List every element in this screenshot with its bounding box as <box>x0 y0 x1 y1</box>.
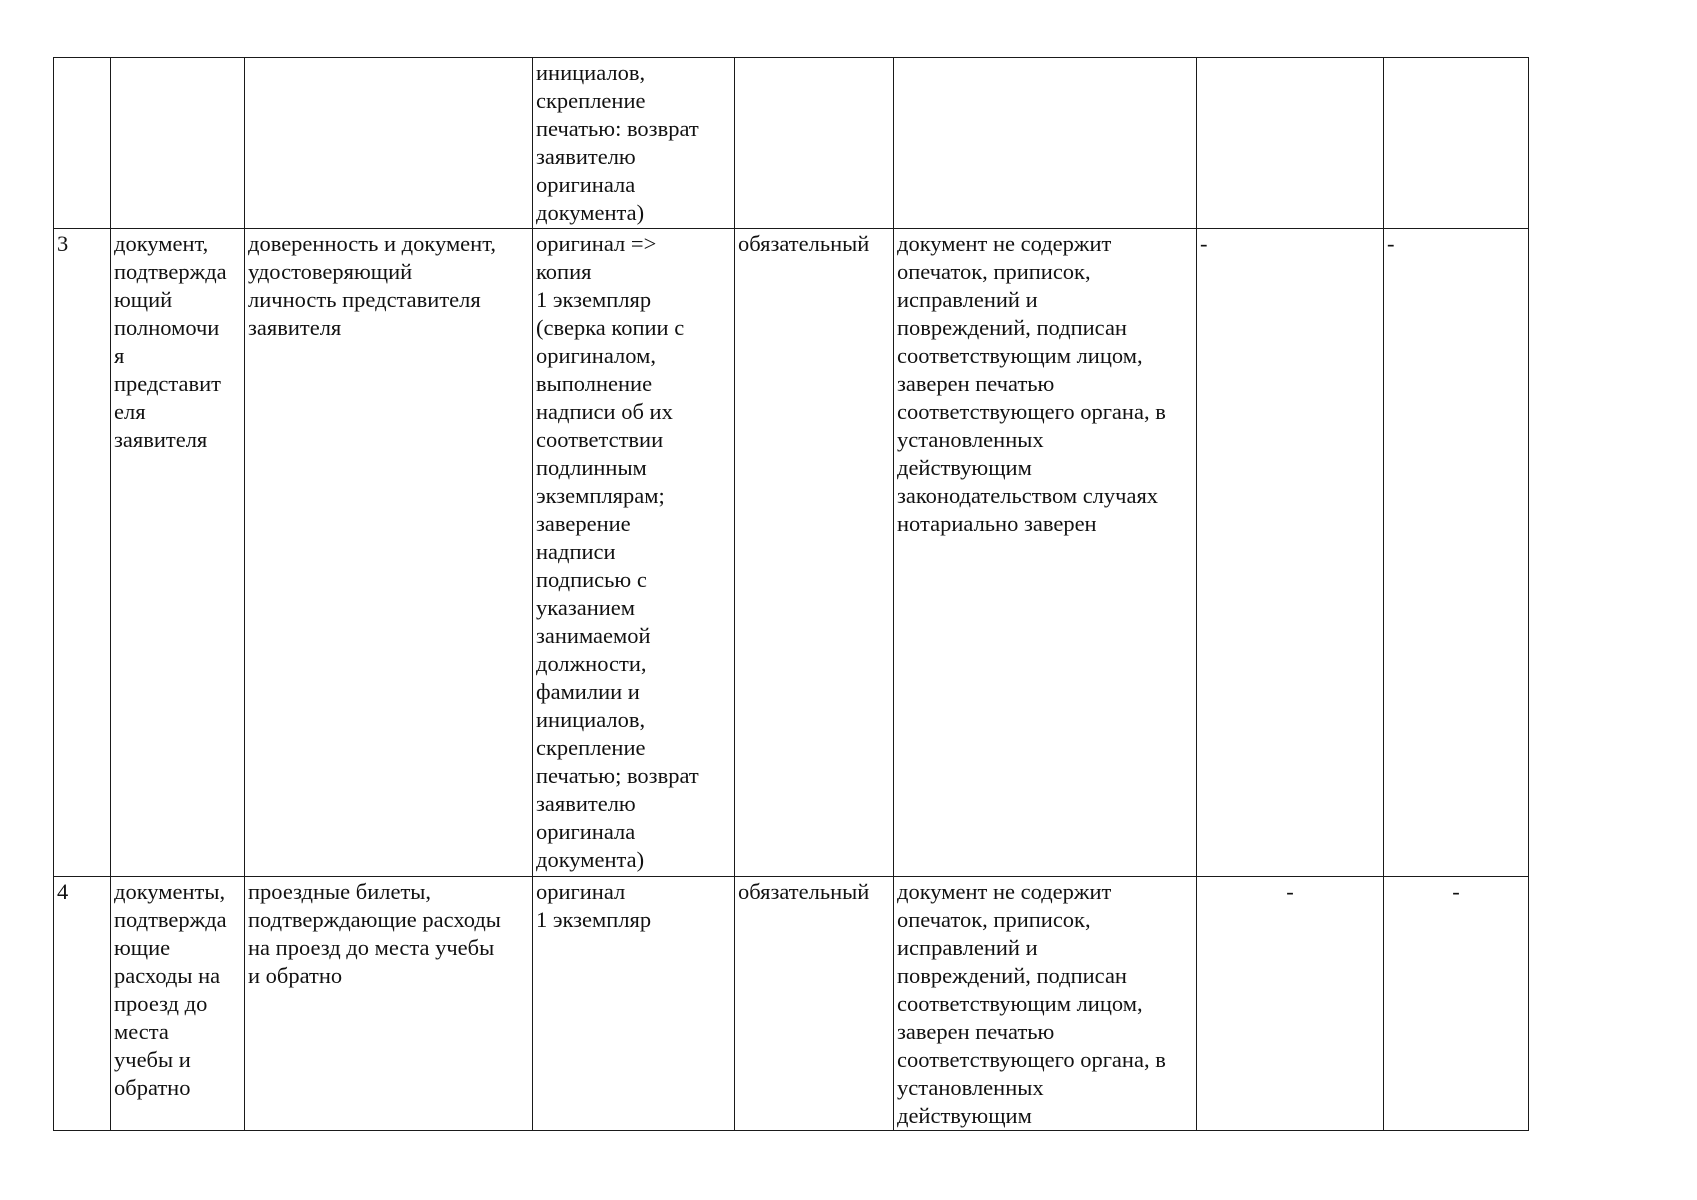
table-row <box>54 877 1529 1131</box>
cell-validity-requirements: документ не содержит опечаток, приписок, исправлений и повреждений, подписан соответствующим лицом, заверен печатью соответствующего органа, в установленных действующим законодательством случаях нотариально заверен <box>894 229 1197 877</box>
cell-category <box>111 58 245 229</box>
cell-category: документ, подтвержда ющий полномочи я представит еля заявителя <box>111 229 245 877</box>
cell-documents <box>245 58 533 229</box>
cell-number: 4 <box>54 877 111 1131</box>
cell-form <box>1197 58 1384 229</box>
cell-requirements: оригинал => копия 1 экземпляр (сверка копии с оригиналом, выполнение надписи об их соответствии подлинным экземплярам; заверение надписи подписью с указанием занимаемой должности, фамилии и инициалов, скрепление печатью; возврат заявителю оригинала документа) <box>533 229 735 877</box>
cell-sample <box>1384 58 1529 229</box>
cell-requirements: инициалов, скрепление печатью: возврат заявителю оригинала документа) <box>533 58 735 229</box>
cell-number <box>54 58 111 229</box>
table-row <box>54 58 1529 229</box>
cell-documents: доверенность и документ, удостоверяющий личность представителя заявителя <box>245 229 533 877</box>
cell-condition <box>735 58 894 229</box>
cell-validity-requirements <box>894 58 1197 229</box>
cell-condition: обязательный <box>735 229 894 877</box>
document-table <box>53 57 1529 1131</box>
cell-form: - <box>1197 229 1384 877</box>
cell-number: 3 <box>54 229 111 877</box>
cell-form: - <box>1197 877 1384 1131</box>
cell-sample: - <box>1384 877 1529 1131</box>
cell-requirements: оригинал 1 экземпляр <box>533 877 735 1131</box>
table-row <box>54 229 1529 877</box>
cell-validity-requirements: документ не содержит опечаток, приписок, исправлений и повреждений, подписан соответствующим лицом, заверен печатью соответствующего органа, в установленных действующим <box>894 877 1197 1131</box>
cell-sample: - <box>1384 229 1529 877</box>
cell-category: документы, подтвержда ющие расходы на проезд до места учебы и обратно <box>111 877 245 1131</box>
cell-documents: проездные билеты, подтверждающие расходы на проезд до места учебы и обратно <box>245 877 533 1131</box>
cell-condition: обязательный <box>735 877 894 1131</box>
